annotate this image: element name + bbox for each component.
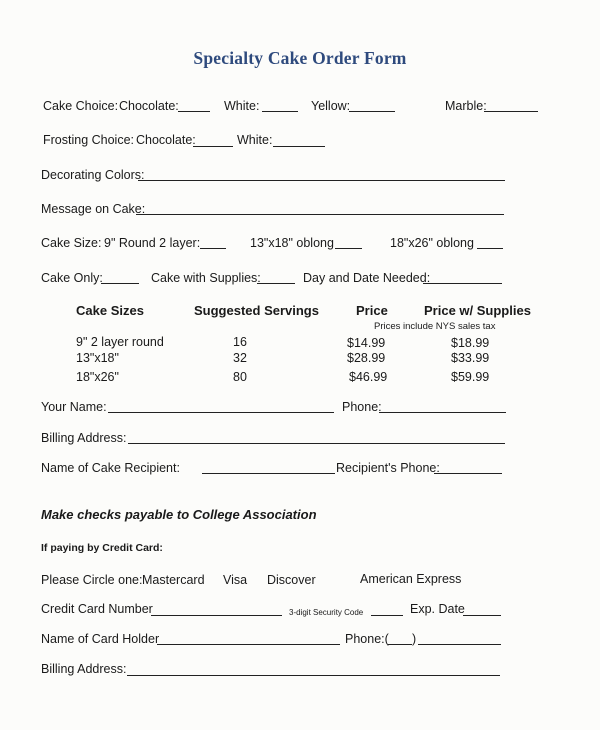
card-billing-address-label: Billing Address:: [41, 662, 127, 676]
checks-payable-note: Make checks payable to College Association: [41, 507, 317, 522]
sales-tax-note: Prices include NYS sales tax: [374, 321, 496, 332]
size-9-round-label: 9" Round 2 layer:: [104, 236, 201, 250]
frosting-choice-label: Frosting Choice:: [43, 133, 135, 147]
card-holder-field[interactable]: [157, 644, 340, 645]
cake-choice-marble-field[interactable]: [484, 111, 538, 112]
cake-choice-yellow-label: Yellow:: [311, 99, 351, 113]
table-row-price-supplies: $59.99: [451, 370, 490, 384]
cake-size-label: Cake Size:: [41, 236, 102, 250]
size-13x18-label: 13"x18" oblong: [250, 236, 334, 250]
phone-label: Phone:: [342, 400, 382, 414]
billing-address-field[interactable]: [128, 443, 505, 444]
decorating-colors-label: Decorating Colors:: [41, 168, 145, 182]
cake-choice-label: Cake Choice:: [43, 99, 119, 113]
form-title: Specialty Cake Order Form: [193, 48, 407, 68]
table-row-servings: 32: [233, 351, 247, 365]
recipient-name-field[interactable]: [202, 473, 335, 474]
recipient-phone-field[interactable]: [434, 473, 502, 474]
cake-choice-chocolate-field[interactable]: [178, 111, 210, 112]
frosting-white-label: White:: [237, 133, 273, 147]
table-row-price: $14.99: [347, 336, 386, 350]
cake-choice-white-label: White:: [224, 99, 260, 113]
cake-with-supplies-label: Cake with Supplies:: [151, 271, 261, 285]
cake-only-field[interactable]: [101, 283, 139, 284]
cake-choice-yellow-field[interactable]: [349, 111, 395, 112]
card-option-american-express[interactable]: American Express: [360, 572, 462, 586]
table-header-price: Price: [356, 303, 388, 318]
table-header-cake-sizes: Cake Sizes: [76, 303, 144, 318]
card-holder-phone-label: Phone:(: [345, 632, 389, 646]
cake-choice-chocolate-label: Chocolate:: [119, 99, 179, 113]
size-18x26-label: 18"x26" oblong: [390, 236, 474, 250]
card-holder-phone-paren-close: ): [412, 632, 417, 646]
card-option-visa[interactable]: Visa: [223, 573, 248, 587]
cake-with-supplies-field[interactable]: [257, 283, 295, 284]
size-13x18-field[interactable]: [335, 248, 362, 249]
credit-card-number-label: Credit Card Number: [41, 602, 153, 616]
recipient-name-label: Name of Cake Recipient:: [41, 461, 180, 475]
table-row-price: $28.99: [347, 351, 386, 365]
your-name-field[interactable]: [108, 412, 334, 413]
card-billing-address-field[interactable]: [127, 675, 500, 676]
cake-only-label: Cake Only:: [41, 271, 103, 285]
card-holder-label: Name of Card Holder: [41, 632, 160, 646]
frosting-chocolate-field[interactable]: [193, 146, 233, 147]
recipient-phone-label: Recipient's Phone:: [336, 461, 440, 475]
table-row-servings: 16: [233, 335, 247, 349]
table-row-price-supplies: $18.99: [451, 336, 490, 350]
security-code-label: 3-digit Security Code: [289, 608, 364, 617]
cake-choice-marble-label: Marble:: [445, 99, 487, 113]
cake-choice-white-field[interactable]: [262, 111, 298, 112]
day-date-needed-field[interactable]: [423, 283, 502, 284]
decorating-colors-field[interactable]: [138, 180, 505, 181]
frosting-white-field[interactable]: [273, 146, 325, 147]
table-header-price-supplies: Price w/ Supplies: [424, 303, 531, 318]
exp-date-label: Exp. Date: [410, 602, 465, 616]
table-row-size: 9" 2 layer round: [76, 335, 164, 349]
card-holder-phone-field[interactable]: [418, 644, 501, 645]
billing-address-label: Billing Address:: [41, 431, 127, 445]
card-holder-phone-area-field[interactable]: [388, 644, 412, 645]
size-9-round-field[interactable]: [200, 248, 226, 249]
exp-date-field[interactable]: [463, 615, 501, 616]
credit-card-number-field[interactable]: [151, 615, 282, 616]
message-on-cake-label: Message on Cake:: [41, 202, 146, 216]
security-code-field[interactable]: [371, 615, 403, 616]
card-option-mastercard[interactable]: Mastercard: [142, 573, 205, 587]
table-row-price: $46.99: [349, 370, 388, 384]
table-row-servings: 80: [233, 370, 247, 384]
circle-one-label: Please Circle one:: [41, 573, 143, 587]
credit-card-heading: If paying by Credit Card:: [41, 542, 163, 554]
size-18x26-field[interactable]: [477, 248, 503, 249]
table-row-size: 18"x26": [76, 370, 119, 384]
day-date-needed-label: Day and Date Needed:: [303, 271, 431, 285]
frosting-chocolate-label: Chocolate:: [136, 133, 196, 147]
card-option-discover[interactable]: Discover: [267, 573, 316, 587]
message-on-cake-field[interactable]: [136, 214, 504, 215]
table-row-price-supplies: $33.99: [451, 351, 490, 365]
table-header-servings: Suggested Servings: [194, 303, 319, 318]
your-name-label: Your Name:: [41, 400, 107, 414]
phone-field[interactable]: [379, 412, 506, 413]
table-row-size: 13"x18": [76, 351, 119, 365]
